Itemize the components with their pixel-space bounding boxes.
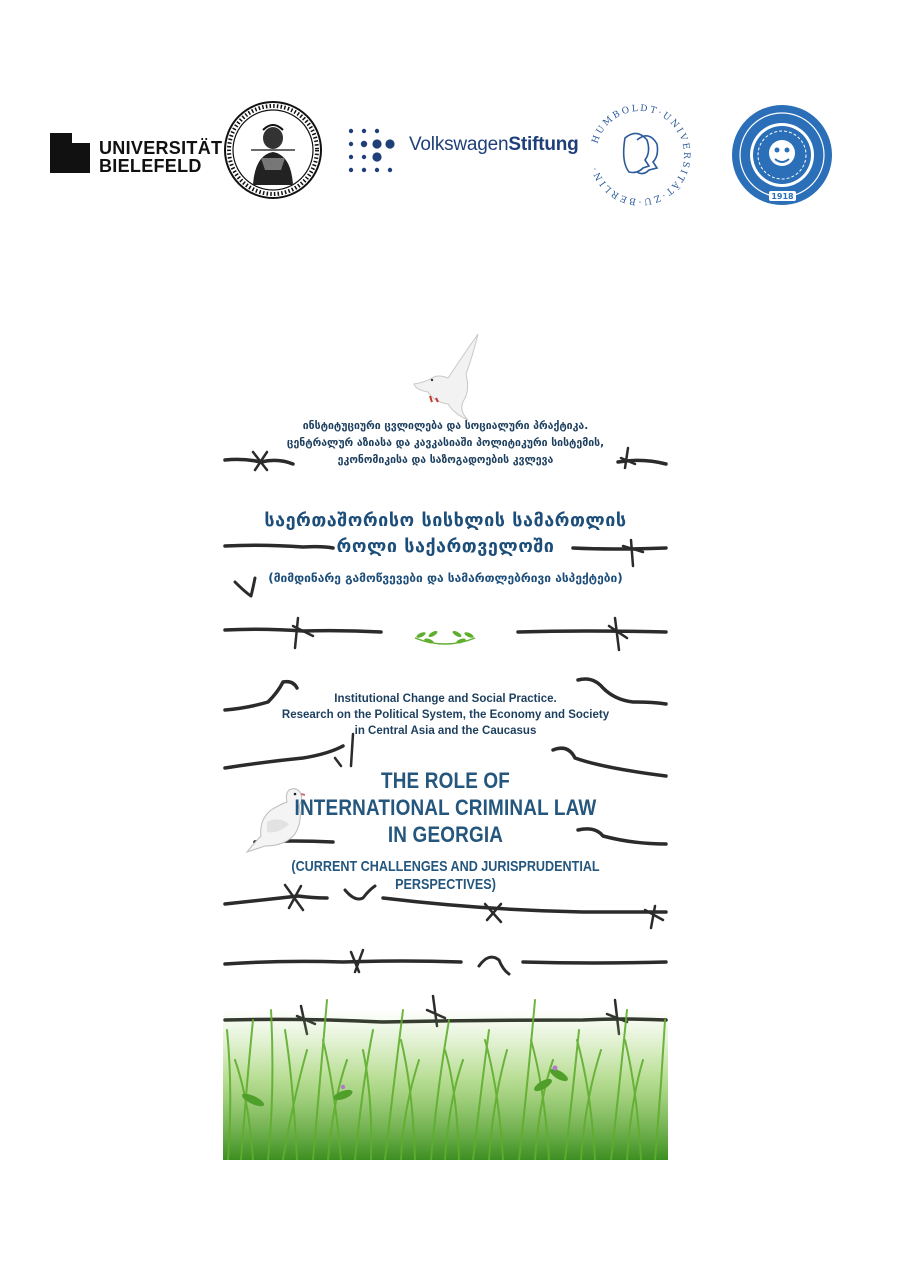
dove-icon — [408, 330, 488, 422]
en-intro-line-2: Research on the Political System, the Economy and Society — [281, 709, 610, 721]
book-cover — [223, 330, 668, 1160]
ka-intro-line-2: ცენტრალურ აზიასა და კავკასიაში პოლიტიკური სისტემის, — [286, 437, 605, 449]
vw-wordmark — [409, 134, 579, 156]
ka-intro-text — [223, 418, 668, 469]
en-subtitle: (CURRENT CHALLENGES AND JURISPRUDENTIAL PERSPECTIVES) — [291, 858, 600, 893]
ka-title-line-1: საერთაშორისო სისხლის სამართლის — [264, 510, 627, 531]
vw-dots-icon — [347, 125, 399, 177]
vw-suffix: Stiftung — [508, 134, 579, 155]
vw-prefix: Volkswagen — [409, 134, 509, 155]
bielefeld-logo — [50, 133, 225, 177]
ka-intro-line-3: ეკონომიკისა და საზოგადოების კვლევა — [337, 454, 554, 466]
seal-portrait-icon — [223, 100, 323, 200]
olive-branch-icon — [411, 628, 479, 648]
ka-title-line-2: როლი საქართველოში — [336, 536, 555, 557]
bielefeld-wordmark — [99, 139, 222, 175]
bielefeld-line1: UNIVERSITÄT — [99, 138, 223, 158]
seal-emblem-icon — [725, 103, 840, 208]
volkswagen-stiftung-logo — [347, 125, 577, 180]
tsu-year: 1918 — [771, 192, 794, 201]
seal-profiles-icon — [585, 100, 695, 210]
en-intro-line-1: Institutional Change and Social Practice. — [334, 693, 557, 705]
en-title-line-3: IN GEORGIA — [387, 822, 504, 847]
en-intro-text — [223, 691, 668, 739]
ka-subtitle: (მიმდინარე გამოწვევები და სამართლებრივი ასპექტები) — [268, 571, 623, 585]
en-title-line-2: INTERNATIONAL CRIMINAL LAW — [294, 795, 597, 820]
grass-icon — [223, 890, 668, 1160]
en-title — [289, 767, 603, 848]
en-title-line-1: THE ROLE OF — [380, 768, 511, 793]
ka-title — [223, 508, 668, 560]
svg-text:HUMBOLDT·UNIVERSITÄT·ZU·BERLIN: HUMBOLDT·UNIVERSITÄT·ZU·BERLIN· — [590, 103, 692, 207]
bielefeld-line2: BIELEFELD — [99, 156, 202, 176]
ka-intro-line-1: ინსტიტუციური ცვლილება და სოციალური პრაქტიკა. — [302, 420, 589, 432]
en-intro-line-3: in Central Asia and the Caucasus — [354, 725, 537, 737]
partner-logos — [0, 95, 905, 215]
bielefeld-block-icon — [50, 133, 90, 173]
